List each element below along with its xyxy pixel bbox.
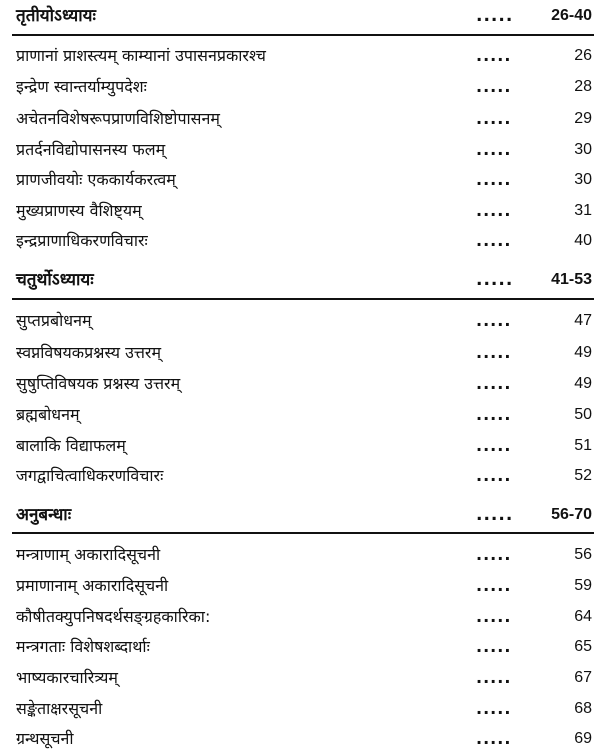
toc-entry (0, 403, 600, 427)
toc-entry (0, 697, 600, 721)
entry-title: कौषीतक्युपनिषदर्थसङ्ग्रहकारिका: (16, 607, 211, 626)
toc-entry (0, 229, 600, 253)
page-number: 49 (574, 375, 592, 392)
toc-entry (0, 635, 600, 659)
entry-title: सुषुप्तिविषयक प्रश्नस्य उत्तरम् (16, 374, 181, 393)
section-heading (0, 268, 600, 292)
page-number: 28 (574, 78, 592, 95)
entry-title: प्रतर्दनविद्योपासनस्य फलम् (16, 140, 166, 159)
page-number: 30 (574, 141, 592, 158)
page-number: 40 (574, 232, 592, 249)
leader-dots: ..... (476, 77, 512, 96)
page-number: 31 (574, 202, 592, 219)
entry-title: जगद्वाचित्वाधिकरणविचारः (16, 466, 164, 485)
toc-entry (0, 138, 600, 162)
leader-dots: ..... (476, 311, 512, 330)
entry-title: प्रमाणानाम् अकारादिसूचनी (16, 576, 169, 595)
toc-entry (0, 574, 600, 598)
section-title: अनुबन्धाः (16, 505, 72, 525)
leader-dots: ..... (476, 46, 512, 65)
section-heading (0, 4, 600, 28)
leader-dots: ..... (476, 405, 512, 424)
leader-dots: ..... (476, 343, 512, 362)
entry-title: भाष्यकारचारित्र्यम् (16, 668, 119, 687)
leader-dots: ..... (476, 668, 512, 687)
leader-dots: ..... (476, 270, 514, 290)
entry-title: सङ्केताक्षरसूचनी (16, 699, 103, 718)
leader-dots: ..... (476, 637, 512, 656)
page-number: 26 (574, 47, 592, 64)
page-number: 59 (574, 577, 592, 594)
entry-title: इन्द्रेण स्वान्तर्याम्युपदेशः (16, 77, 147, 96)
toc-entry (0, 44, 600, 68)
page-number: 67 (574, 669, 592, 686)
section-title: चतुर्थोऽध्यायः (16, 270, 94, 290)
page-number: 29 (574, 110, 592, 127)
leader-dots: ..... (476, 374, 512, 393)
toc-entry (0, 543, 600, 567)
page-number: 47 (574, 312, 592, 329)
page-number: 64 (574, 608, 592, 625)
page-number: 68 (574, 700, 592, 717)
page-number: 69 (574, 730, 592, 747)
toc-entry (0, 107, 600, 131)
page-range: 26-40 (551, 7, 592, 24)
page-number: 65 (574, 638, 592, 655)
toc-entry (0, 75, 600, 99)
section-rule (12, 532, 594, 534)
entry-title: मन्त्राणाम् अकारादिसूचनी (16, 545, 161, 564)
page-number: 51 (574, 437, 592, 454)
leader-dots: ..... (476, 466, 512, 485)
page-number: 52 (574, 467, 592, 484)
section-heading (0, 503, 600, 527)
leader-dots: ..... (476, 545, 512, 564)
section-rule (12, 298, 594, 300)
page-number: 30 (574, 171, 592, 188)
leader-dots: ..... (476, 699, 512, 718)
entry-title: इन्द्रप्राणाधिकरणविचारः (16, 231, 148, 250)
leader-dots: ..... (476, 505, 514, 525)
page-number: 56 (574, 546, 592, 563)
toc-entry (0, 727, 600, 751)
section-title: तृतीयोऽध्यायः (16, 6, 96, 26)
leader-dots: ..... (476, 140, 512, 159)
page-number: 50 (574, 406, 592, 423)
leader-dots: ..... (476, 231, 512, 250)
leader-dots: ..... (476, 6, 514, 26)
leader-dots: ..... (476, 201, 512, 220)
leader-dots: ..... (476, 729, 512, 748)
entry-title: सुप्तप्रबोधनम् (16, 311, 92, 330)
page-number: 49 (574, 344, 592, 361)
toc-entry (0, 434, 600, 458)
toc-entry (0, 168, 600, 192)
entry-title: स्वप्नविषयकप्रश्नस्य उत्तरम् (16, 343, 162, 362)
toc-entry (0, 341, 600, 365)
leader-dots: ..... (476, 607, 512, 626)
entry-title: ग्रन्थसूचनी (16, 729, 74, 748)
leader-dots: ..... (476, 576, 512, 595)
entry-title: प्राणजीवयोः एककार्यकरत्वम् (16, 170, 176, 189)
leader-dots: ..... (476, 170, 512, 189)
toc-entry (0, 605, 600, 629)
toc-entry (0, 309, 600, 333)
entry-title: मन्त्रगताः विशेषशब्दार्थाः (16, 637, 150, 656)
page-range: 56-70 (551, 506, 592, 523)
entry-title: बालाकि विद्याफलम् (16, 436, 126, 455)
section-rule (12, 34, 594, 36)
entry-title: अचेतनविशेषरूपप्राणविशिष्टोपासनम् (16, 109, 220, 128)
page-range: 41-53 (551, 271, 592, 288)
entry-title: प्राणानां प्राशस्त्यम् काम्यानां उपासनप्रकारश्च (16, 46, 266, 65)
entry-title: मुख्यप्राणस्य वैशिष्ट्यम् (16, 201, 142, 220)
toc-entry (0, 464, 600, 488)
leader-dots: ..... (476, 109, 512, 128)
leader-dots: ..... (476, 436, 512, 455)
toc-entry (0, 666, 600, 690)
toc-entry (0, 199, 600, 223)
toc-entry (0, 372, 600, 396)
entry-title: ब्रह्मबोधनम् (16, 405, 80, 424)
